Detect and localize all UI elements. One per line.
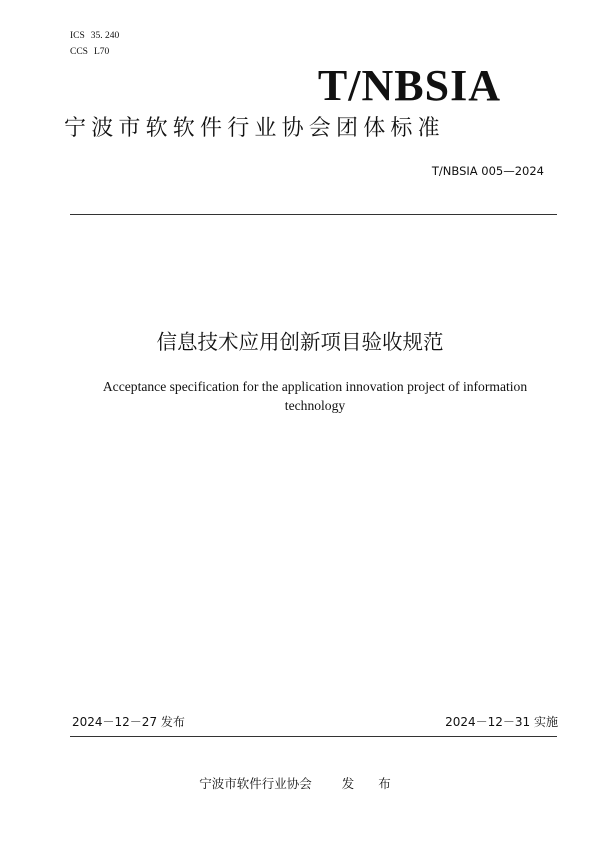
bottom-divider [70,736,557,737]
standard-number: T/NBSIA 005—2024 [431,164,544,178]
ics-code: 35. 240 [90,31,120,41]
organization-code: T/NBSIA [317,61,501,110]
publish-date: 2024－12－27 发布 [72,715,185,729]
ccs-label: CCS [70,47,88,57]
ccs-code: L70 [93,47,110,57]
document-title-chinese: 信息技术应用创新项目验收规范 [156,330,444,354]
organization-standard-heading: 宁波市软软件行业协会团体标准 [64,116,445,141]
top-divider [70,214,557,215]
issuer-line [0,775,600,793]
issuer-name: 宁波市软件行业协会 [199,776,312,791]
ccs-classification [70,46,109,58]
ics-label: ICS [70,31,85,41]
ics-classification [70,30,119,42]
document-title-english: Acceptance specification for the application innovation project of information technology [102,379,528,413]
implementation-date: 2024－12－31 实施 [445,715,558,729]
issue-word: 发 布 [341,776,401,791]
